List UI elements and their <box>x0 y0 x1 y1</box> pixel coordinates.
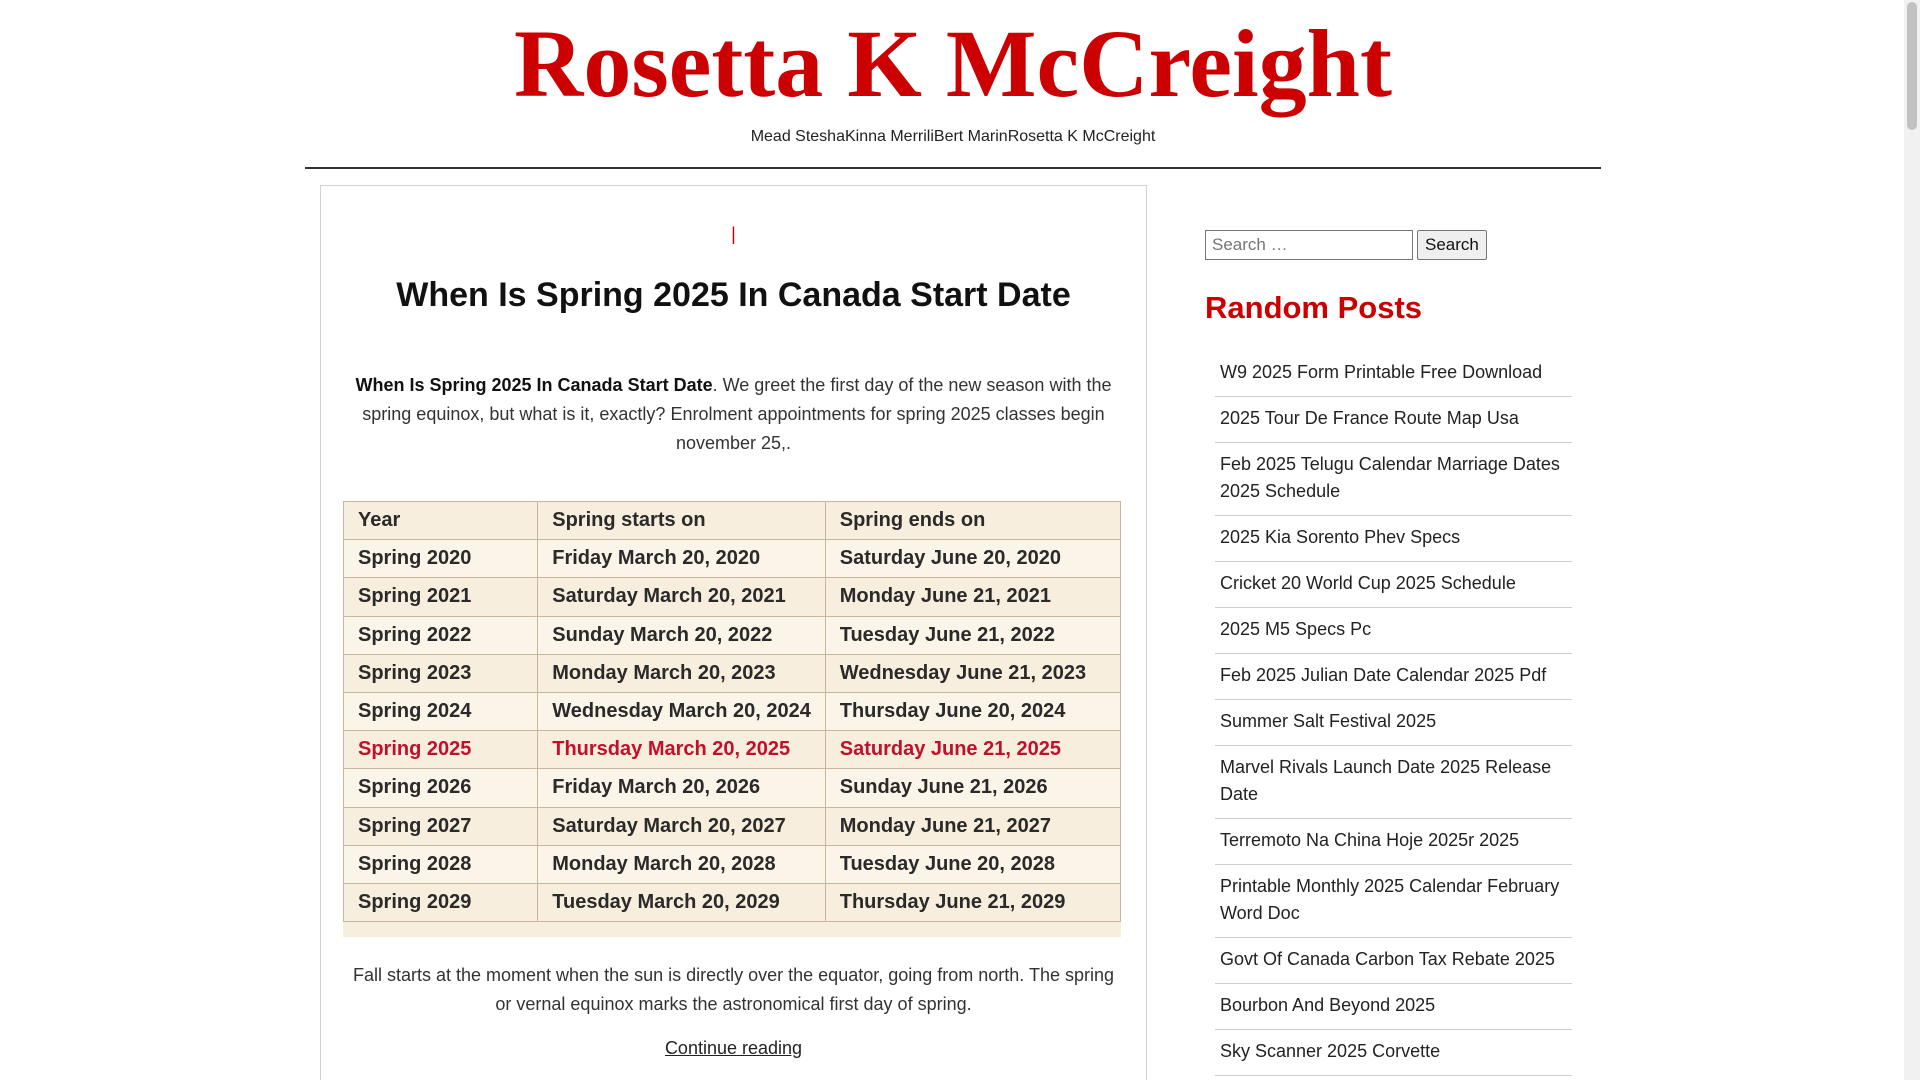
random-post-link[interactable]: Govt Of Canada Carbon Tax Rebate 2025 <box>1215 938 1572 984</box>
post-article <box>320 185 1147 1080</box>
table-cell: Monday June 21, 2021 <box>825 578 1120 616</box>
search-button[interactable]: Search <box>1417 230 1487 260</box>
table-row <box>344 540 1121 578</box>
table-header-row <box>344 502 1121 540</box>
site-title-link[interactable]: Rosetta K McCreight <box>514 10 1392 117</box>
random-post-link[interactable]: 2025 Kia Sorento Phev Specs <box>1215 516 1572 562</box>
table-row <box>344 769 1121 807</box>
main-navigation <box>305 128 1601 146</box>
table-cell: Tuesday June 21, 2022 <box>825 616 1120 654</box>
table-cell: Spring 2026 <box>344 769 538 807</box>
random-post-link[interactable]: 2025 M5 Specs Pc <box>1215 608 1572 654</box>
table-cell: Saturday June 21, 2025 <box>825 731 1120 769</box>
table-cell: Spring 2029 <box>344 883 538 921</box>
random-post-link[interactable]: W9 2025 Form Printable Free Download <box>1215 351 1572 397</box>
scrollbar-thumb[interactable] <box>1907 2 1917 130</box>
table-cell: Monday June 21, 2027 <box>825 807 1120 845</box>
table-cell: Sunday June 21, 2026 <box>825 769 1120 807</box>
table-header-cell: Spring ends on <box>825 502 1120 540</box>
table-row <box>344 616 1121 654</box>
table-cell: Friday March 20, 2026 <box>538 769 825 807</box>
table-cell: Spring 2027 <box>344 807 538 845</box>
table-cell: Wednesday June 21, 2023 <box>825 654 1120 692</box>
table-cell: Spring 2020 <box>344 540 538 578</box>
search-form <box>1205 230 1575 260</box>
post-intro <box>351 371 1116 458</box>
table-cell: Spring 2022 <box>344 616 538 654</box>
table-row <box>344 578 1121 616</box>
table-cell: Spring 2024 <box>344 692 538 730</box>
random-post-link[interactable]: Cricket 20 World Cup 2025 Schedule <box>1215 562 1572 608</box>
post-title[interactable]: When Is Spring 2025 In Canada Start Date <box>396 276 1071 314</box>
table-cell: Thursday June 20, 2024 <box>825 692 1120 730</box>
table-row-highlighted <box>344 731 1121 769</box>
table-row <box>344 807 1121 845</box>
site-header <box>305 0 1601 169</box>
table-cell: Friday March 20, 2020 <box>538 540 825 578</box>
table-cell: Thursday March 20, 2025 <box>538 731 825 769</box>
random-post-link[interactable]: Terremoto Na China Hoje 2025r 2025 <box>1215 819 1572 865</box>
continue-reading-link[interactable]: Continue reading <box>664 1038 803 1058</box>
table-cell: Saturday March 20, 2027 <box>538 807 825 845</box>
table-row <box>344 845 1121 883</box>
table-row <box>344 692 1121 730</box>
post-intro-bold: When Is Spring 2025 In Canada Start Date <box>355 375 713 395</box>
table-header-cell: Spring starts on <box>538 502 825 540</box>
category-separator: | <box>731 224 736 244</box>
search-input[interactable] <box>1205 230 1413 260</box>
sidebar <box>1205 230 1575 1076</box>
table-cell: Wednesday March 20, 2024 <box>538 692 825 730</box>
random-post-link[interactable]: Feb 2025 Julian Date Calendar 2025 Pdf <box>1215 654 1572 700</box>
table-cell: Saturday June 20, 2020 <box>825 540 1120 578</box>
random-post-link[interactable]: Feb 2025 Telugu Calendar Marriage Dates 2025 Schedule <box>1215 443 1572 516</box>
random-post-link[interactable]: Printable Monthly 2025 Calendar February Word Doc <box>1215 865 1572 938</box>
table-cell: Thursday June 21, 2029 <box>825 883 1120 921</box>
random-post-link[interactable]: 2025 Tour De France Route Map Usa <box>1215 397 1572 443</box>
table-cell: Monday March 20, 2028 <box>538 845 825 883</box>
nav-item-bert-marin[interactable]: Bert Marin <box>933 128 1008 145</box>
random-post-link[interactable]: Bourbon And Beyond 2025 <box>1215 984 1572 1030</box>
table-row <box>344 883 1121 921</box>
table-cell: Tuesday June 20, 2028 <box>825 845 1120 883</box>
table-cell: Sunday March 20, 2022 <box>538 616 825 654</box>
nav-item-kinna-merrili[interactable]: Kinna Merrili <box>844 128 934 145</box>
table-cell: Monday March 20, 2023 <box>538 654 825 692</box>
nav-item-mead-stesha[interactable]: Mead Stesha <box>750 128 845 145</box>
random-post-link[interactable]: Marvel Rivals Launch Date 2025 Release Date <box>1215 746 1572 819</box>
table-cell: Saturday March 20, 2021 <box>538 578 825 616</box>
table-cell: Spring 2021 <box>344 578 538 616</box>
page-scrollbar[interactable] <box>1904 0 1920 1080</box>
random-post-link[interactable]: Summer Salt Festival 2025 <box>1215 700 1572 746</box>
table-cell: Spring 2028 <box>344 845 538 883</box>
spring-dates-table <box>343 501 1121 922</box>
post-body-text: Fall starts at the moment when the sun is directly over the equator, going from north. The spring or vernal equinox marks the astronomical first day of spring. <box>352 965 1115 1014</box>
table-cell: Spring 2023 <box>344 654 538 692</box>
random-posts-list <box>1215 351 1572 1076</box>
table-cell: Spring 2025 <box>344 731 538 769</box>
table-row <box>344 654 1121 692</box>
nav-item-rosetta-k-mccreight[interactable]: Rosetta K McCreight <box>1007 128 1156 145</box>
table-header-cell: Year <box>344 502 538 540</box>
table-cell: Tuesday March 20, 2029 <box>538 883 825 921</box>
random-post-link[interactable]: Sky Scanner 2025 Corvette <box>1215 1030 1572 1076</box>
post-intro-text: . We greet the first day of the new season with the spring equinox, but what is it, exactly? Enrolment appointments for spring 2025 classes begin november 25,. <box>362 375 1112 453</box>
spring-dates-table-image <box>343 501 1121 937</box>
random-posts-title: Random Posts <box>1205 290 1423 325</box>
